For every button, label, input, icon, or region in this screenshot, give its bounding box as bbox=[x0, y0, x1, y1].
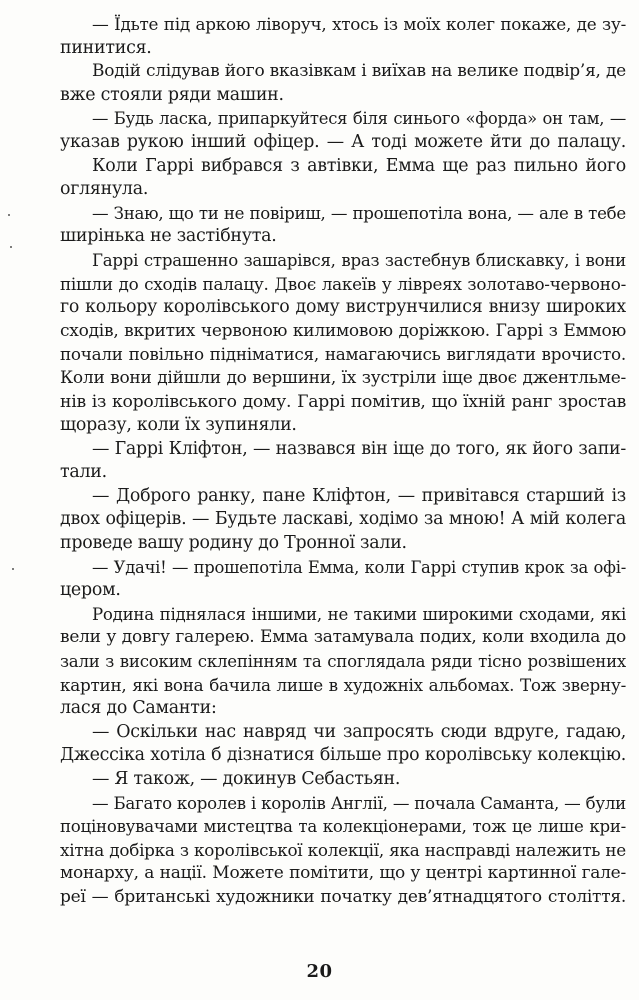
text-line: реї — британські художники початку дев’ятнадцятого століття. bbox=[60, 886, 626, 907]
text-line: Родина піднялася іншими, не такими широкими сходами, які bbox=[92, 604, 626, 624]
text-line: цером. bbox=[60, 580, 121, 601]
text-line: Гаррі страшенно зашарівся, враз застебнув блискавку, і вони bbox=[92, 250, 626, 270]
text-line: Коли Гаррі вибрався з автівки, Емма ще раз пильно його bbox=[92, 155, 626, 176]
text-line: Джессіка хотіла б дізнатися більше про королівську колекцію. bbox=[60, 745, 626, 766]
text-line: Водій слідував його вказівкам і виїхав на велике подвір’я, де bbox=[92, 61, 626, 82]
text-line: ширінька не застібнута. bbox=[60, 226, 277, 247]
text-line: пинитися. bbox=[60, 37, 152, 58]
text-line: двох офіцерів. — Будьте ласкаві, ходімо за мною! А мій колега bbox=[60, 509, 626, 530]
text-line: — Оскільки нас навряд чи запросять сюди вдруге, гадаю, bbox=[92, 721, 626, 742]
scan-speck bbox=[12, 568, 14, 570]
text-line: поціновувачами мистецтва та колекціонерами, тож це лише кри- bbox=[60, 817, 626, 837]
text-line: нів із королівського дому. Гаррі помітив, що їхній ранг зростав bbox=[60, 391, 626, 412]
text-line: вели у довгу галерею. Емма затамувала подих, коли входила до bbox=[60, 627, 626, 648]
text-line: — Гаррі Кліфтон, — назвався він іще до того, як його запи- bbox=[92, 438, 626, 459]
text-line: го кольору королівського дому виструнчилися внизу широких bbox=[60, 297, 626, 318]
text-line: — Знаю, що ти не повіриш, — прошепотіла вона, — але в тебе bbox=[92, 203, 626, 223]
text-line: хітна добірка з королівської колекції, яка насправді належить не bbox=[60, 839, 626, 860]
text-line: монарху, а нації. Можете помітити, що у центрі картинної гале- bbox=[60, 863, 626, 884]
text-line: картин, які вона бачила лише в художніх альбомах. Тож зверну- bbox=[60, 674, 626, 695]
text-line: почали повільно підніматися, намагаючись виглядати врочисто. bbox=[60, 344, 626, 365]
text-line: зали з високим склепінням та споглядала ряди тісно розвішених bbox=[60, 652, 626, 672]
text-line: — Багато королев і королів Англії, — почала Саманта, — були bbox=[92, 793, 626, 813]
scan-speck bbox=[8, 214, 10, 216]
text-line: — Удачі! — прошепотіла Емма, коли Гаррі ступив крок за офі- bbox=[92, 557, 626, 577]
body-text bbox=[60, 13, 626, 910]
text-line: указав рукою інший офіцер. — А тоді можете йти до палацу. bbox=[60, 131, 626, 152]
text-line: оглянула. bbox=[60, 179, 149, 200]
text-line: сходів, вкритих червоною килимовою доріжкою. Гаррі з Еммою bbox=[60, 320, 626, 341]
text-line: — Доброго ранку, пане Кліфтон, — привітався старший із bbox=[92, 485, 626, 506]
scan-speck bbox=[10, 246, 12, 248]
text-line: — Їдьте під аркою ліворуч, хтось із моїх колег покаже, де зу- bbox=[92, 14, 626, 34]
text-line: лася до Саманти: bbox=[60, 698, 217, 719]
text-line: Коли вони дійшли до вершини, їх зустріли іще двоє джентльме- bbox=[60, 367, 626, 388]
text-line: вже стояли ряди машин. bbox=[60, 84, 284, 105]
text-line: тали. bbox=[60, 462, 107, 483]
text-line: — Я також, — докинув Себастьян. bbox=[92, 769, 401, 789]
text-line: пішли до сходів палацу. Двоє лакеїв у лівреях золотаво-червоно- bbox=[60, 273, 626, 294]
text-line: щоразу, коли їх зупиняли. bbox=[60, 415, 297, 436]
page-number: 20 bbox=[306, 961, 333, 982]
text-line: — Будь ласка, припаркуйтеся біля синього «форда» он там, — bbox=[92, 109, 626, 129]
text-line: проведе вашу родину до Тронної зали. bbox=[60, 533, 407, 554]
